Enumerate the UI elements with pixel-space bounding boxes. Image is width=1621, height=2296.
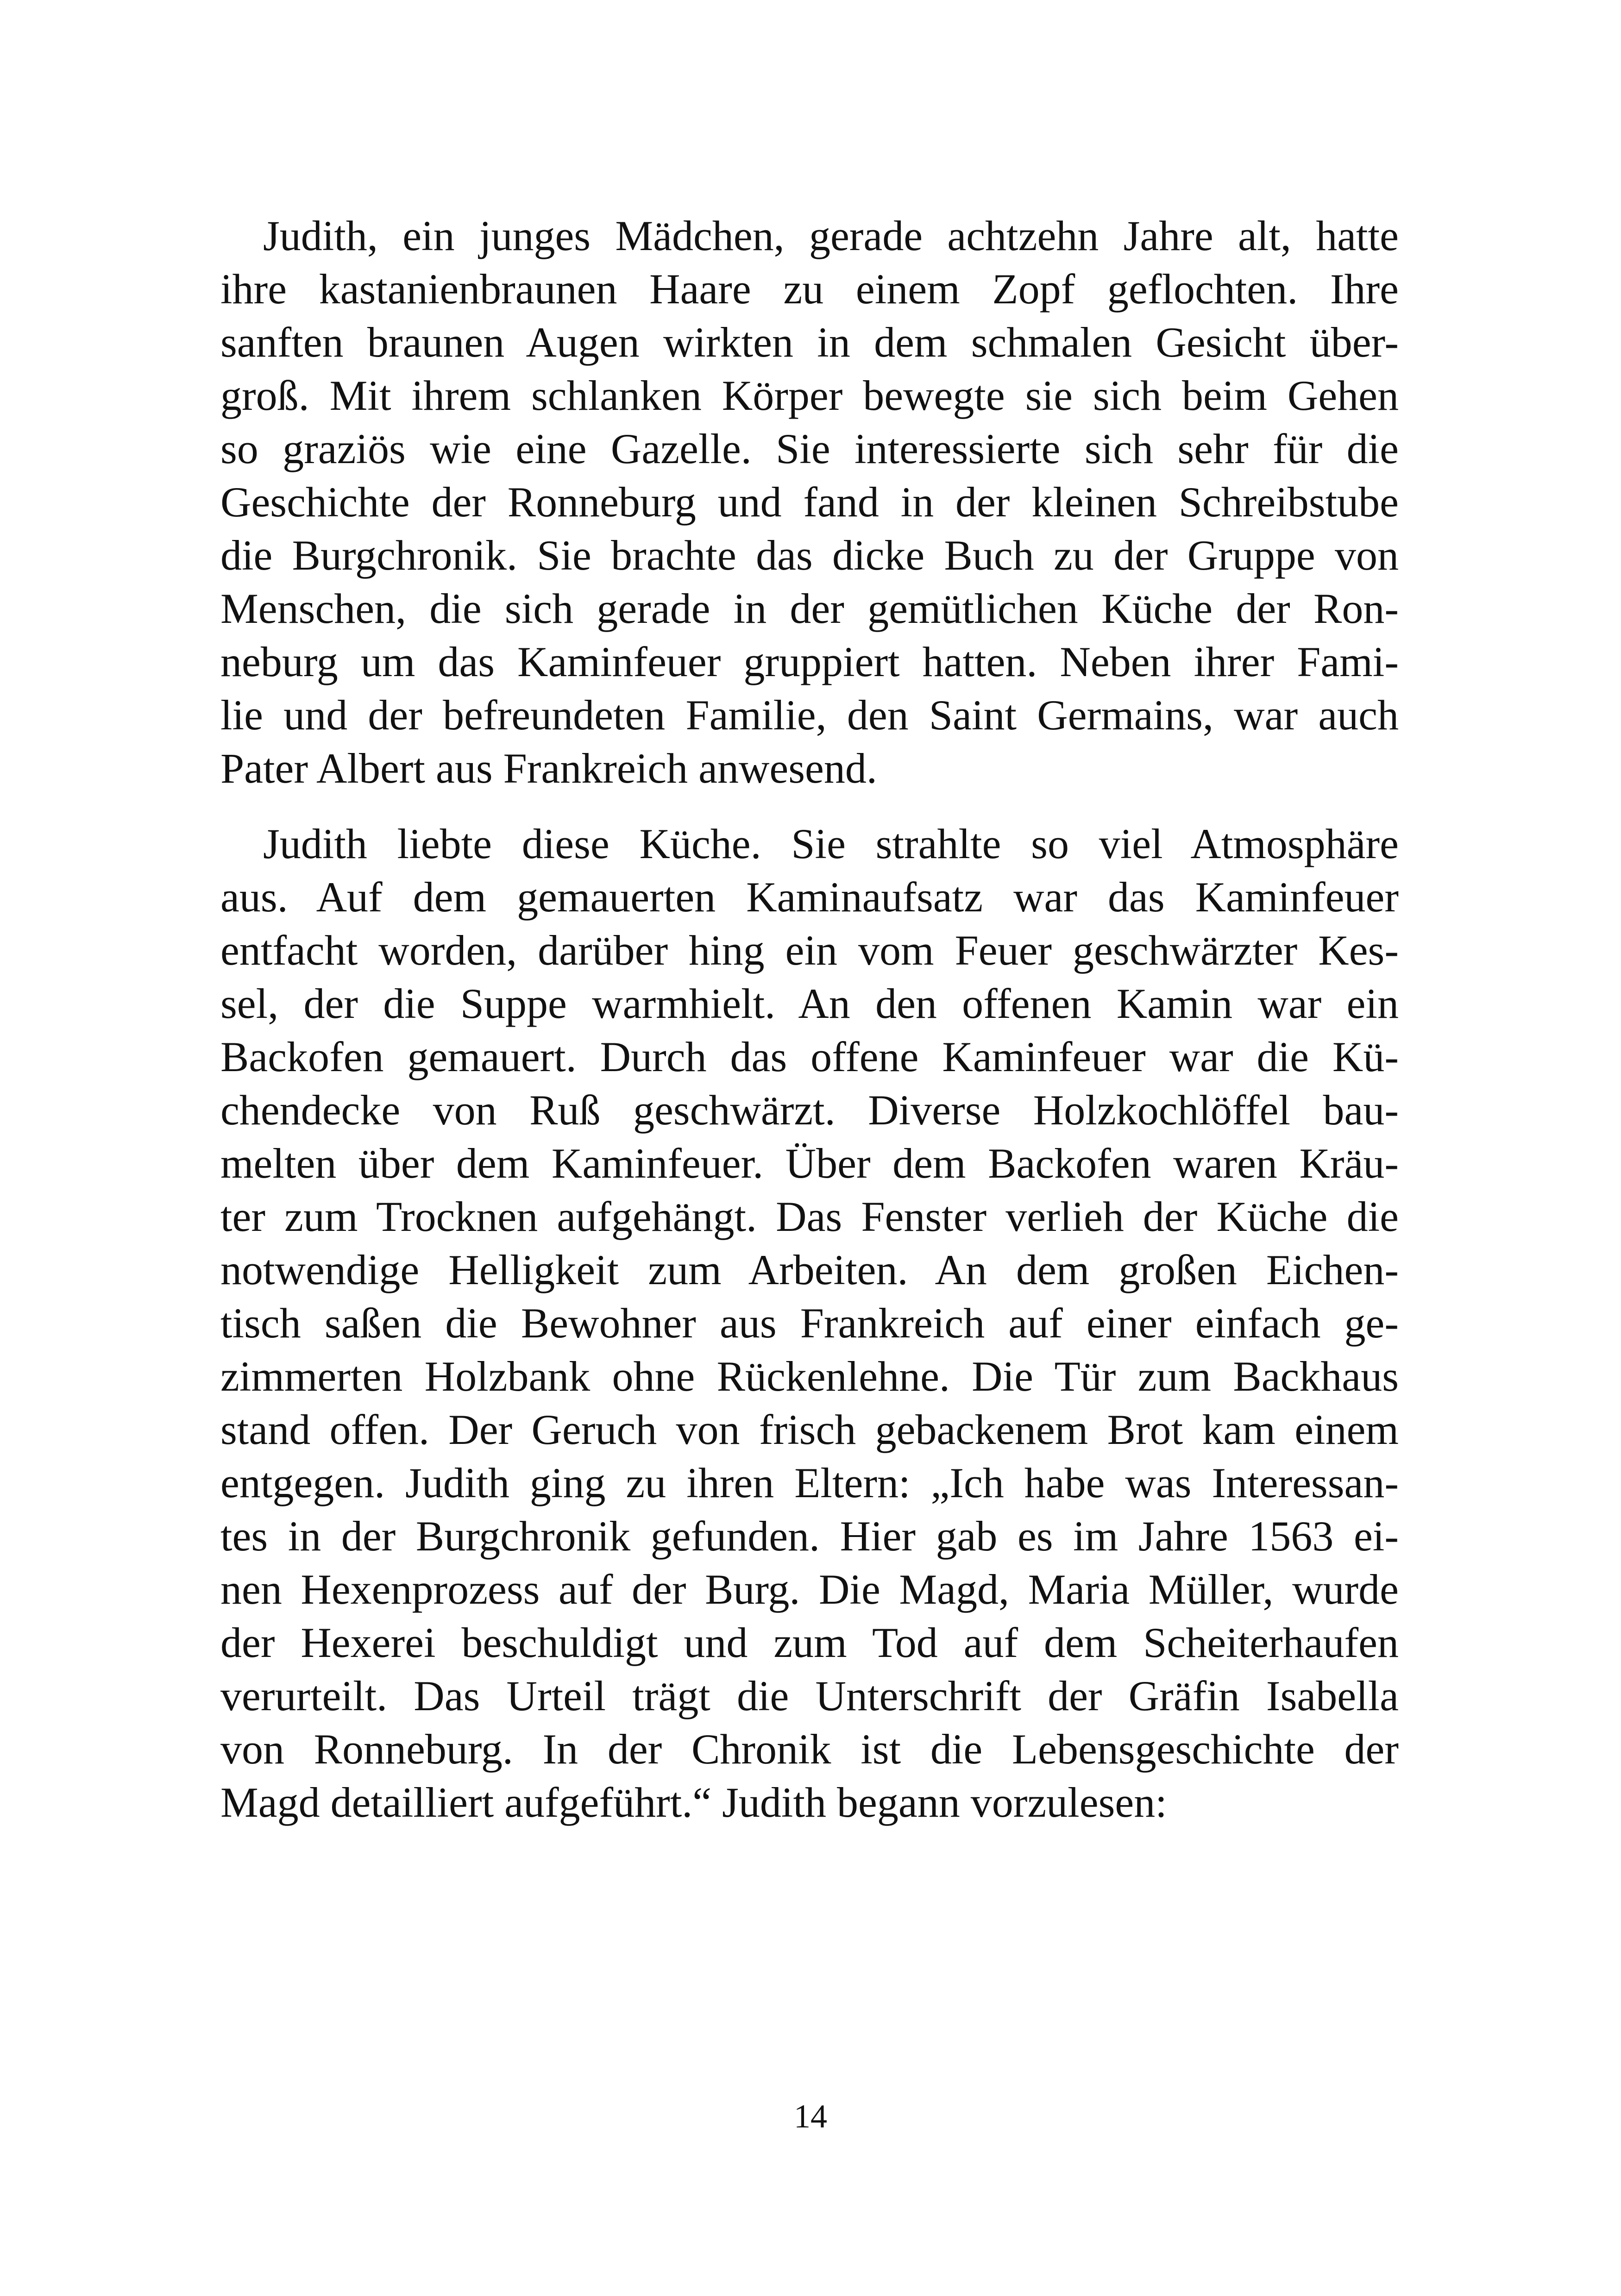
text-line: Judith liebte diese Küche. Sie strahlte so viel Atmosphäre <box>263 820 1399 867</box>
text-line: nen Hexenprozess auf der Burg. Die Magd, Maria Müller, wurde <box>220 1566 1399 1613</box>
text-line: Backofen gemauert. Durch das offene Kaminfeuer war die Kü- <box>220 1033 1399 1080</box>
text-line: so graziös wie eine Gazelle. Sie interessierte sich sehr für die <box>220 425 1399 472</box>
text-line: zimmerten Holzbank ohne Rückenlehne. Die Tür zum Backhaus <box>220 1353 1399 1400</box>
text-line: neburg um das Kaminfeuer gruppiert hatten. Neben ihrer Fami- <box>220 638 1399 685</box>
text-line: notwendige Helligkeit zum Arbeiten. An dem großen Eichen- <box>220 1246 1399 1293</box>
text-line: tes in der Burgchronik gefunden. Hier gab es im Jahre 1563 ei- <box>220 1512 1399 1560</box>
text-line: groß. Mit ihrem schlanken Körper bewegte sie sich beim Gehen <box>220 372 1399 419</box>
text-line: aus. Auf dem gemauerten Kaminaufsatz war das Kaminfeuer <box>220 873 1399 921</box>
body-text <box>220 209 1399 1829</box>
text-line: tisch saßen die Bewohner aus Frankreich auf einer einfach ge- <box>220 1299 1399 1347</box>
text-line: stand offen. Der Geruch von frisch gebackenem Brot kam einem <box>220 1406 1399 1453</box>
text-line: ter zum Trocknen aufgehängt. Das Fenster verlieh der Küche die <box>220 1193 1399 1240</box>
text-line: sel, der die Suppe warmhielt. An den offenen Kamin war ein <box>220 980 1399 1027</box>
text-line: sanften braunen Augen wirkten in dem schmalen Gesicht über- <box>220 319 1399 366</box>
text-line: die Burgchronik. Sie brachte das dicke Buch zu der Gruppe von <box>220 532 1399 579</box>
text-line: der Hexerei beschuldigt und zum Tod auf dem Scheiterhaufen <box>220 1619 1399 1666</box>
text-line: Geschichte der Ronneburg und fand in der kleinen Schreibstube <box>220 478 1399 526</box>
text-line: Judith, ein junges Mädchen, gerade achtzehn Jahre alt, hatte <box>263 212 1399 259</box>
text-line: chendecke von Ruß geschwärzt. Diverse Holzkochlöffel bau- <box>220 1086 1399 1134</box>
text-line: melten über dem Kaminfeuer. Über dem Backofen waren Kräu- <box>220 1140 1399 1187</box>
text-line: ihre kastanienbraunen Haare zu einem Zopf geflochten. Ihre <box>220 265 1399 313</box>
text-line: Menschen, die sich gerade in der gemütlichen Küche der Ron- <box>220 585 1399 632</box>
text-line: verurteilt. Das Urteil trägt die Unterschrift der Gräfin Isabella <box>220 1672 1399 1719</box>
page-number: 14 <box>794 2098 827 2135</box>
text-line: Magd detailliert aufgeführt.“ Judith begann vorzulesen: <box>220 1779 1167 1826</box>
paragraph-spacing <box>220 795 1399 817</box>
paragraph-2 <box>220 817 1399 1829</box>
paragraph-1 <box>220 209 1399 795</box>
text-line: Pater Albert aus Frankreich anwesend. <box>220 745 877 792</box>
text-line: von Ronneburg. In der Chronik ist die Lebensgeschichte der <box>220 1725 1399 1773</box>
text-line: entfacht worden, darüber hing ein vom Feuer geschwärzter Kes- <box>220 927 1399 974</box>
text-line: lie und der befreundeten Familie, den Saint Germains, war auch <box>220 691 1399 739</box>
text-line: entgegen. Judith ging zu ihren Eltern: „Ich habe was Interessan- <box>220 1459 1399 1506</box>
